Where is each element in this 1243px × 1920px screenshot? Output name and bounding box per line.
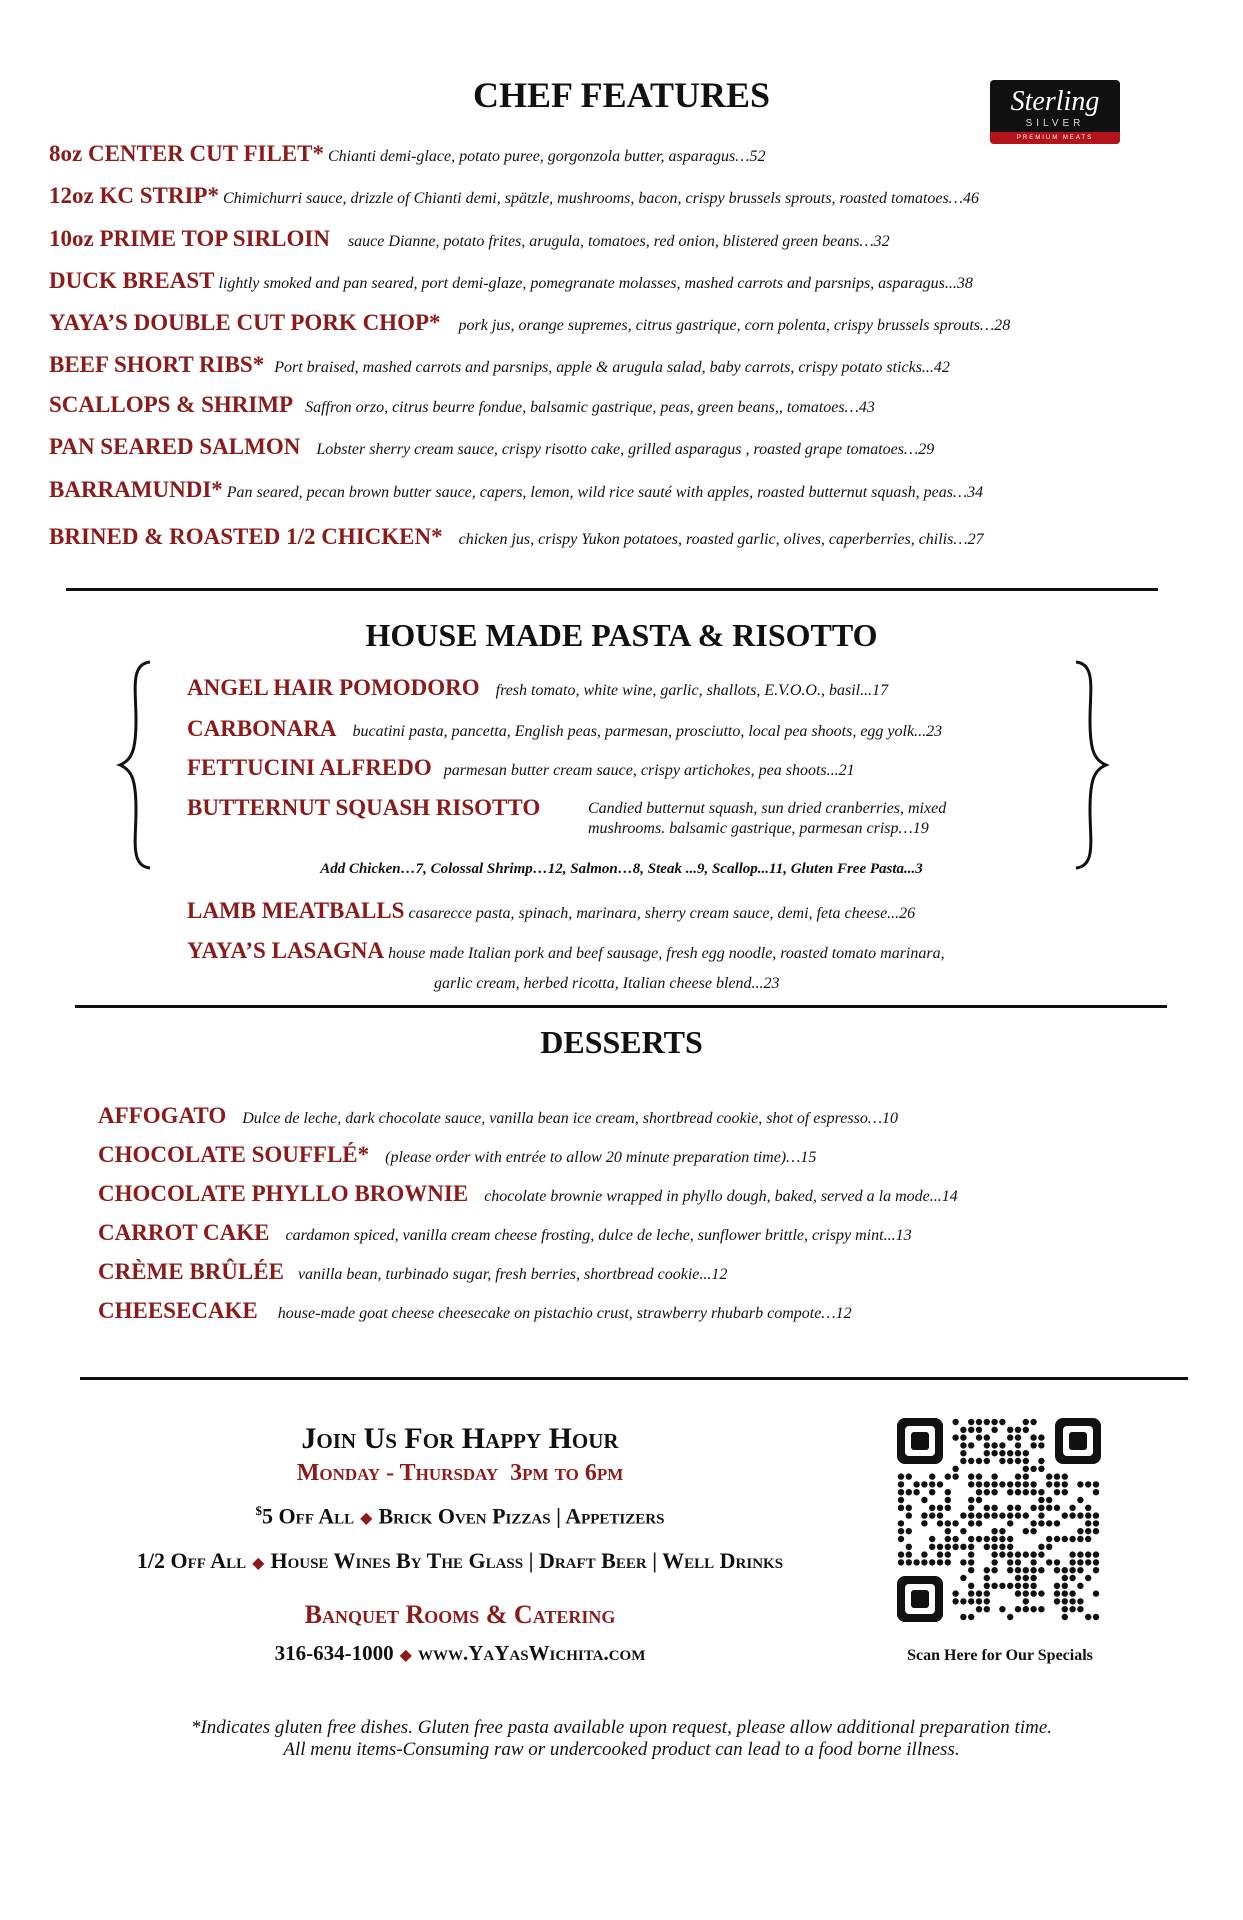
dish-description: parmesan butter cream sauce, crispy artichokes, pea shoots...21 (443, 762, 855, 779)
diamond-icon: ◆ (399, 1647, 412, 1664)
phone-number: 316-634-1000 (274, 1641, 394, 1665)
dish-description: house made Italian pork and beef sausage, fresh egg noodle, roasted tomato marinara, (388, 945, 945, 962)
banquet-title: Banquet Rooms & Catering (304, 1600, 616, 1629)
dish-description: fresh tomato, white wine, garlic, shallots, E.V.O.O., basil...17 (495, 682, 889, 699)
dessert-description: vanilla bean, turbinado sugar, fresh berries, shortbread cookie...12 (297, 1266, 728, 1283)
diamond-icon: ◆ (252, 1555, 265, 1572)
offer-text: 5 Off All (262, 1503, 355, 1529)
dessert-description: chocolate brownie wrapped in phyllo dough, baked, served a la mode...14 (484, 1188, 958, 1205)
list-item (187, 675, 888, 701)
qr-caption: Scan Here for Our Specials (907, 1647, 1093, 1664)
dessert-name: CARROT CAKE (98, 1220, 270, 1245)
chef-features-title: CHEF FEATURES (472, 75, 771, 115)
offer-items: Brick Oven Pizzas | Appetizers (378, 1503, 665, 1529)
dessert-name: CRÈME BRÛLÉE (98, 1259, 284, 1284)
dish-description-continued: mushrooms. balsamic gastrique, parmesan crisp…19 (588, 820, 929, 837)
desserts-title: DESSERTS (540, 1024, 703, 1060)
dish-description: Pan seared, pecan brown butter sauce, capers, lemon, wild rice sauté with apples, roasted butternut squash, peas…34 (226, 484, 984, 501)
list-item (49, 183, 979, 209)
list-item (98, 1298, 852, 1324)
dish-name: 12oz KC STRIP* (49, 183, 219, 208)
divider (80, 1377, 1188, 1380)
dessert-description: cardamon spiced, vanilla cream cheese frosting, dulce de leche, sunflower brittle, crispy mint...13 (285, 1227, 912, 1244)
contact-line (0, 1641, 920, 1666)
list-item (187, 795, 540, 821)
list-item (98, 1259, 727, 1285)
logo-script-text: Sterling (1010, 86, 1100, 117)
list-item (98, 1103, 898, 1129)
left-brace-icon (116, 660, 156, 870)
dish-description: Chimichurri sauce, drizzle of Chianti demi, spätzle, mushrooms, bacon, crispy brussels sprouts, roasted tomatoes…46 (222, 190, 979, 207)
list-item (49, 141, 765, 167)
offer-items: House Wines By The Glass | Draft Beer | Well Drinks (270, 1548, 784, 1573)
logo-silver-text: SILVER (1025, 118, 1085, 129)
pasta-section-title: HOUSE MADE PASTA & RISOTTO (365, 617, 878, 653)
dish-name: LAMB MEATBALLS (187, 898, 405, 923)
dish-description: Lobster sherry cream sauce, crispy risotto cake, grilled asparagus , roasted grape tomatoes…29 (316, 441, 935, 458)
happy-hour-title: Join Us For Happy Hour (301, 1422, 619, 1455)
right-brace-icon (1070, 660, 1110, 870)
dish-name: FETTUCINI ALFREDO (187, 755, 432, 780)
list-item (49, 477, 983, 503)
list-item (49, 268, 973, 294)
dish-description: Port braised, mashed carrots and parsnips, apple & arugula salad, baby carrots, crispy potato sticks...42 (274, 359, 950, 376)
dessert-name: AFFOGATO (98, 1103, 227, 1128)
add-ons: Add Chicken…7, Colossal Shrimp…12, Salmon…8, Steak ...9, Scallop...11, Gluten Free Pasta...3 (320, 861, 923, 877)
offer-text: 1/2 Off All (136, 1548, 247, 1573)
food-safety-note: All menu items-Consuming raw or undercooked product can lead to a food borne illness. (283, 1739, 960, 1760)
list-item (187, 938, 945, 964)
dish-name: BUTTERNUT SQUASH RISOTTO (187, 795, 541, 820)
dish-name: 8oz CENTER CUT FILET* (49, 141, 324, 166)
dessert-name: CHOCOLATE PHYLLO BROWNIE (98, 1181, 469, 1206)
sterling-silver-logo (990, 80, 1120, 144)
list-item (187, 898, 915, 924)
gluten-free-note: *Indicates gluten free dishes. Gluten free pasta available upon request, please allow additional preparation time. (190, 1717, 1053, 1738)
qr-code-icon[interactable] (897, 1418, 1101, 1622)
dish-name: BEEF SHORT RIBS* (49, 352, 265, 377)
dish-description: pork jus, orange supremes, citrus gastrique, corn polenta, crispy brussels sprouts…28 (458, 317, 1011, 334)
dish-name: BARRAMUNDI* (49, 477, 223, 502)
dessert-description: Dulce de leche, dark chocolate sauce, vanilla bean ice cream, shortbread cookie, shot of espresso…10 (242, 1110, 899, 1127)
dish-description: lightly smoked and pan seared, port demi-glaze, pomegranate molasses, mashed carrots and parsnips, asparagus...38 (218, 275, 973, 292)
diamond-icon: ◆ (360, 1510, 373, 1528)
dollar-sign: $ (255, 1503, 263, 1518)
list-item (49, 310, 1010, 336)
dish-name: BRINED & ROASTED 1/2 CHICKEN* (49, 524, 443, 549)
dessert-description: (please order with entrée to allow 20 minute preparation time)…15 (385, 1149, 817, 1166)
dish-name: DUCK BREAST (49, 268, 215, 293)
dish-name: 10oz PRIME TOP SIRLOIN (49, 226, 330, 251)
happy-hour-line-1 (0, 1503, 920, 1529)
dish-name: ANGEL HAIR POMODORO (187, 675, 480, 700)
dish-description: Candied butternut squash, sun dried cranberries, mixed (588, 800, 947, 817)
divider (66, 588, 1158, 591)
list-item (49, 434, 934, 460)
list-item (49, 352, 950, 378)
dish-name: CARBONARA (187, 716, 337, 741)
logo-band-text: PREMIUM MEATS (990, 132, 1120, 144)
dish-description: bucatini pasta, pancetta, English peas, parmesan, prosciutto, local pea shoots, egg yolk...23 (352, 723, 943, 740)
dish-description-continued: garlic cream, herbed ricotta, Italian cheese blend...23 (434, 975, 780, 992)
list-item (98, 1142, 816, 1168)
list-item (49, 226, 890, 252)
dish-description: Chianti demi-glace, potato puree, gorgonzola butter, asparagus…52 (327, 148, 766, 165)
dish-name: YAYA’S LASAGNA (187, 938, 385, 963)
dish-description: casarecce pasta, spinach, marinara, sherry cream sauce, demi, feta cheese...26 (408, 905, 916, 922)
dish-name: YAYA’S DOUBLE CUT PORK CHOP* (49, 310, 441, 335)
happy-hour-days: Monday - Thursday 3pm to 6pm (296, 1460, 624, 1486)
list-item (187, 755, 855, 781)
website-link[interactable]: www.YaYasWichita.com (417, 1641, 646, 1665)
dish-description: Saffron orzo, citrus beurre fondue, balsamic gastrique, peas, green beans,, tomatoes…43 (305, 399, 875, 416)
dish-name: PAN SEARED SALMON (49, 434, 301, 459)
happy-hour-line-2 (0, 1548, 920, 1574)
dish-name: SCALLOPS & SHRIMP (49, 392, 294, 417)
list-item (49, 392, 875, 418)
dessert-description: house-made goat cheese cheesecake on pistachio crust, strawberry rhubarb compote…12 (277, 1305, 852, 1322)
dish-description: chicken jus, crispy Yukon potatoes, roasted garlic, olives, caperberries, chilis…27 (458, 531, 984, 548)
dessert-name: CHEESECAKE (98, 1298, 258, 1323)
divider (75, 1005, 1167, 1008)
list-item (49, 524, 984, 550)
dish-description: sauce Dianne, potato frites, arugula, tomatoes, red onion, blistered green beans…32 (347, 233, 890, 250)
list-item (187, 716, 942, 742)
list-item (98, 1220, 912, 1246)
list-item (98, 1181, 958, 1207)
dessert-name: CHOCOLATE SOUFFLÉ* (98, 1142, 370, 1167)
